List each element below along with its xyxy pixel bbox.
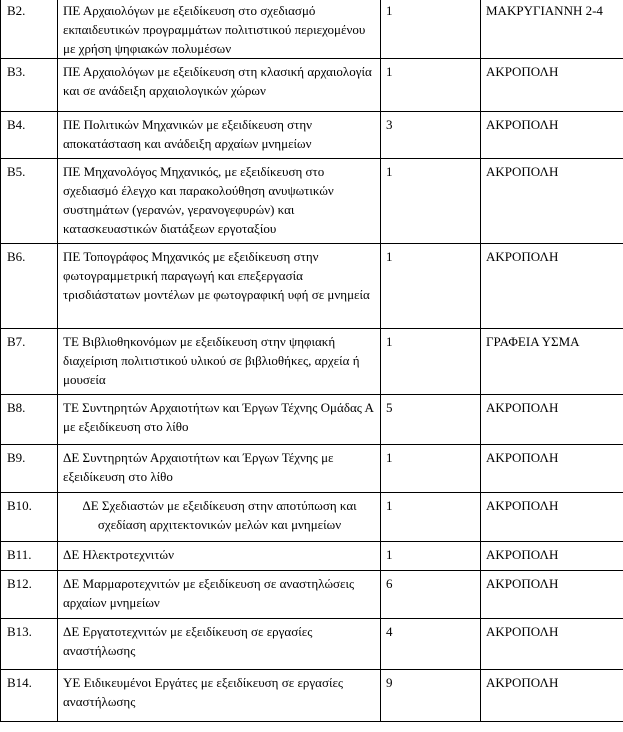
- position-description: ΠΕ Αρχαιολόγων με εξειδίκευση στη κλασική αρχαιολογία και σε ανάδειξη αρχαιολογικών χώρων: [58, 59, 381, 112]
- table-row: [1, 542, 623, 571]
- table-row: [1, 59, 623, 112]
- position-count: 1: [381, 542, 481, 571]
- position-code: B11.: [1, 542, 58, 571]
- position-description: ΔΕ Ηλεκτροτεχνιτών: [58, 542, 381, 571]
- position-location: ΜΑΚΡΥΓΙΑΝΝΗ 2-4: [481, 0, 623, 59]
- position-description: ΔΕ Συντηρητών Αρχαιοτήτων και Έργων Τέχνης με εξειδίκευση στο λίθο: [58, 445, 381, 493]
- position-location: ΑΚΡΟΠΟΛΗ: [481, 670, 623, 722]
- position-location: ΓΡΑΦΕΙΑ ΥΣΜΑ: [481, 329, 623, 395]
- position-location: ΑΚΡΟΠΟΛΗ: [481, 571, 623, 619]
- position-description: ΠΕ Τοπογράφος Μηχανικός με εξειδίκευση στην φωτογραμμετρική παραγωγή και επεξεργασία τρισδιάστατων μοντέλων με φωτογραφική υφή σε μνημεία: [58, 244, 381, 329]
- position-location: ΑΚΡΟΠΟΛΗ: [481, 244, 623, 329]
- position-description: ΔΕ Μαρμαροτεχνιτών με εξειδίκευση σε αναστηλώσεις αρχαίων μνημείων: [58, 571, 381, 619]
- position-description: ΥΕ Ειδικευμένοι Εργάτες με εξειδίκευση σε εργασίες αναστήλωσης: [58, 670, 381, 722]
- position-code: B5.: [1, 159, 58, 244]
- position-code: B3.: [1, 59, 58, 112]
- position-code: B12.: [1, 571, 58, 619]
- position-count: 9: [381, 670, 481, 722]
- position-code: B2.: [1, 0, 58, 59]
- table-row: [1, 159, 623, 244]
- position-count: 1: [381, 493, 481, 542]
- position-count: 4: [381, 619, 481, 670]
- position-count: 5: [381, 395, 481, 445]
- table-row: [1, 244, 623, 329]
- position-count: 3: [381, 112, 481, 159]
- position-count: 6: [381, 571, 481, 619]
- position-code: B13.: [1, 619, 58, 670]
- position-count: 1: [381, 59, 481, 112]
- position-count: 1: [381, 445, 481, 493]
- table-row: [1, 670, 623, 722]
- table-row: [1, 571, 623, 619]
- table-row: [1, 329, 623, 395]
- position-code: B9.: [1, 445, 58, 493]
- position-code: B10.: [1, 493, 58, 542]
- position-description: ΔΕ Σχεδιαστών με εξειδίκευση στην αποτύπωση και σχεδίαση αρχιτεκτονικών μελών και μνημείων: [58, 493, 381, 542]
- position-code: B8.: [1, 395, 58, 445]
- position-location: ΑΚΡΟΠΟΛΗ: [481, 493, 623, 542]
- table-row: [1, 619, 623, 670]
- position-location: ΑΚΡΟΠΟΛΗ: [481, 112, 623, 159]
- position-location: ΑΚΡΟΠΟΛΗ: [481, 159, 623, 244]
- position-description: ΤΕ Συντηρητών Αρχαιοτήτων και Έργων Τέχνης Ομάδας Α με εξειδίκευση στο λίθο: [58, 395, 381, 445]
- table-row: [1, 112, 623, 159]
- position-count: 1: [381, 0, 481, 59]
- position-location: ΑΚΡΟΠΟΛΗ: [481, 59, 623, 112]
- position-description: ΤΕ Βιβλιοθηκονόμων με εξειδίκευση στην ψηφιακή διαχείριση πολιτιστικού υλικού σε βιβλιοθήκες, αρχεία ή μουσεία: [58, 329, 381, 395]
- position-location: ΑΚΡΟΠΟΛΗ: [481, 395, 623, 445]
- table-row: [1, 445, 623, 493]
- position-count: 1: [381, 244, 481, 329]
- position-location: ΑΚΡΟΠΟΛΗ: [481, 445, 623, 493]
- position-code: B7.: [1, 329, 58, 395]
- position-description: ΠΕ Μηχανολόγος Μηχανικός, με εξειδίκευση στο σχεδιασμό έλεγχο και παρακολούθηση ανυψωτικών συστημάτων (γερανών, γερανογεφυρών) και κατασκευαστικών διατάξεων εργοταξίου: [58, 159, 381, 244]
- position-code: B6.: [1, 244, 58, 329]
- table-row: [1, 493, 623, 542]
- table-row: [1, 395, 623, 445]
- position-description: ΔΕ Εργατοτεχνιτών με εξειδίκευση σε εργασίες αναστήλωσης: [58, 619, 381, 670]
- table-row: [1, 0, 623, 59]
- position-description: ΠΕ Πολιτικών Μηχανικών με εξειδίκευση στην αποκατάσταση και ανάδειξη αρχαίων μνημείων: [58, 112, 381, 159]
- position-count: 1: [381, 159, 481, 244]
- position-code: B4.: [1, 112, 58, 159]
- position-location: ΑΚΡΟΠΟΛΗ: [481, 542, 623, 571]
- position-location: ΑΚΡΟΠΟΛΗ: [481, 619, 623, 670]
- position-count: 1: [381, 329, 481, 395]
- position-code: B14.: [1, 670, 58, 722]
- position-description: ΠΕ Αρχαιολόγων με εξειδίκευση στο σχεδιασμό εκπαιδευτικών προγραμμάτων πολιτιστικού περιεχομένου με χρήση ψηφιακών πολυμέσων: [58, 0, 381, 59]
